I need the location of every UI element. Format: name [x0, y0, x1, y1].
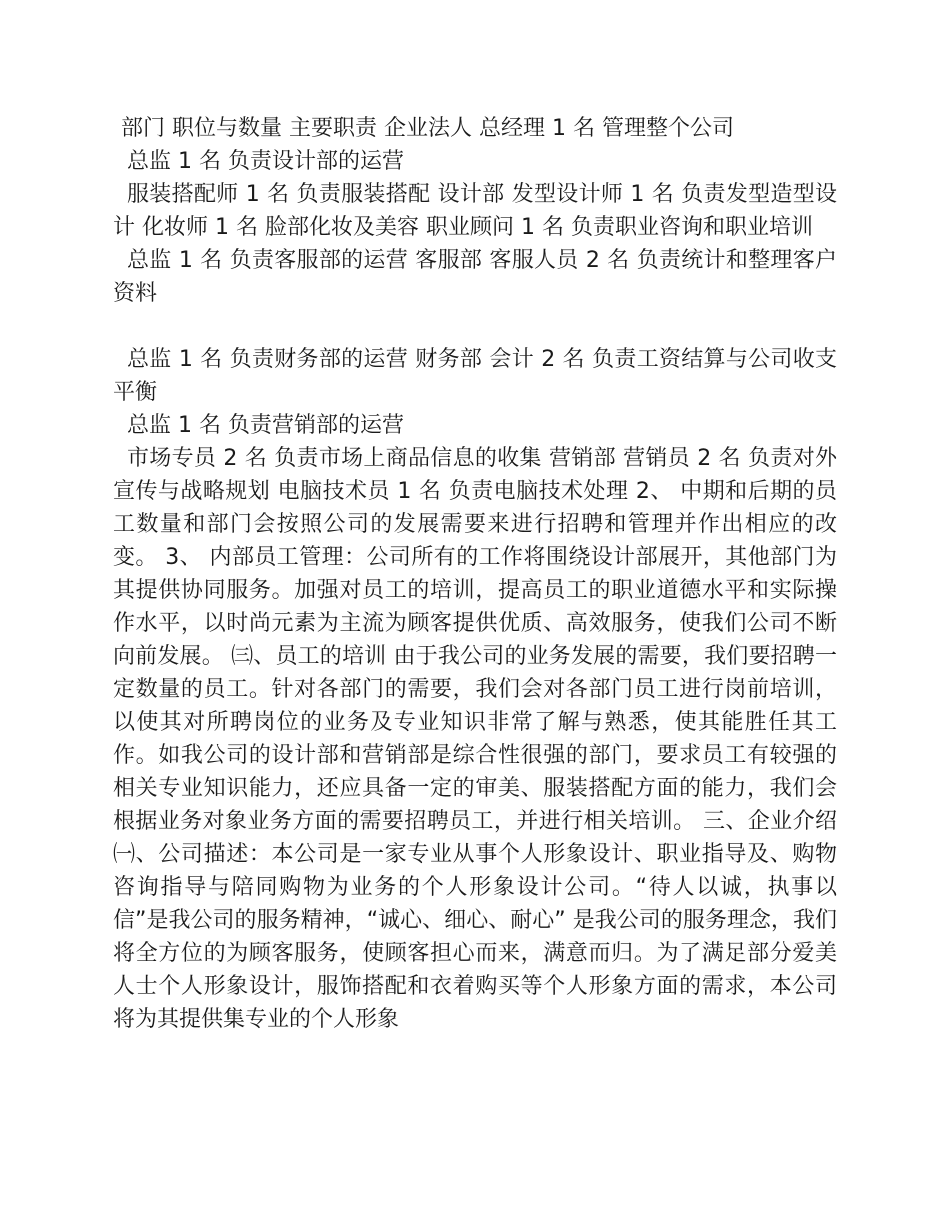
marketing-director-row: 总监 1 名 负责营销部的运营 [127, 413, 404, 438]
design-director-row: 总监 1 名 负责设计部的运营 [127, 149, 404, 174]
design-dept-staff-row: 服装搭配师 1 名 负责服装搭配 设计部 发型设计师 1 名 负责发型造型设计 化妆师 1 名 脸部化妆及美容 职业顾问 1 名 负责职业咨询和职业培训 [113, 182, 837, 240]
service-dept-row: 总监 1 名 负责客服部的运营 客服部 客服人员 2 名 负责统计和整理客户资料 [113, 248, 837, 306]
finance-dept-row: 总监 1 名 负责财务部的运营 财务部 会计 2 名 负责工资结算与公司收支平衡 [113, 347, 837, 405]
org-table-header-row: 部门 职位与数量 主要职责 企业法人 总经理 1 名 管理整个公司 [121, 116, 734, 141]
document-body [113, 112, 837, 1036]
body-text-paragraph: 市场专员 2 名 负责市场上商品信息的收集 营销部 营销员 2 名 负责对外宣传与战略规划 电脑技术员 1 名 负责电脑技术处理 2、 中期和后期的员工数量和部门会按照公司的发展需要来进行招聘和管理并作出相应的改变。 3、 内部员工管理：公司所有的工作将围绕设计部展开，其他部门为其提供协同服务。加强对员工的培训，提高员工的职业道德水平和实际操作水平，以时尚元素为主流为顾客提供优质、高效服务，使我们公司不断向前发展。 ㈢、员工的培训 由于我公司的业务发展的需要，我们要招聘一定数量的员工。针对各部门的需要，我们会对各部门员工进行岗前培训，以使其对所聘岗位的业务及专业知识非常了解与熟悉，使其能胜任其工作。如我公司的设计部和营销部是综合性很强的部门，要求员工有较强的相关专业知识能力，还应具备一定的审美、服装搭配方面的能力，我们会根据业务对象业务方面的需要招聘员工，并进行相关培训。 三、企业介绍 ㈠、公司描述：本公司是一家专业从事个人形象设计、职业指导及、购物咨询指导与陪同购物为业务的个人形象设计公司。“待人以诚，执事以信”是我公司的服务精神，“诚心、细心、耐心” 是我公司的服务理念，我们将全方位的为顾客服务，使顾客担心而来，满意而归。为了满足部分爱美人士个人形象设计，服饰搭配和衣着购买等个人形象方面的需求，本公司将为其提供集专业的个人形象 [113, 446, 837, 1032]
